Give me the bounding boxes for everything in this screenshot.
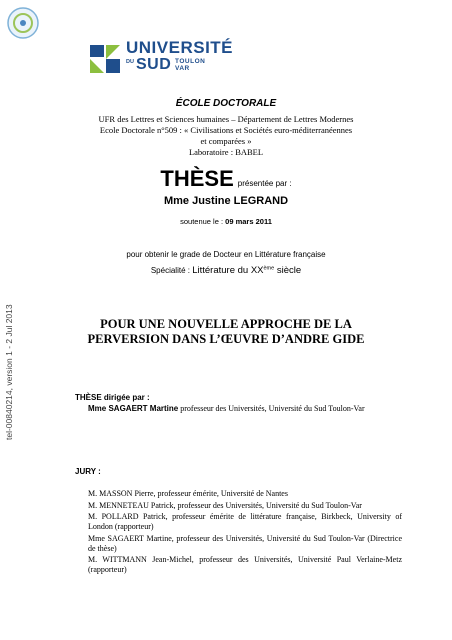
specialite-line [0, 265, 452, 276]
grade-line: pour obtenir le grade de Docteur en Littérature française [126, 250, 326, 259]
jury-label: JURY : [75, 467, 101, 476]
director-description: professeur des Universités, Université du Sud Toulon-Var [178, 404, 365, 413]
thesis-title-line: PERVERSION DANS L’ŒUVRE D’ANDRE GIDE [87, 332, 365, 346]
logo-sud-text: SUD [136, 56, 172, 73]
jury-member: M. POLLARD Patrick, professeur émérite de littérature française, Birkbeck, University of London (rapporteur) [88, 512, 402, 531]
ufr-line: et comparées » [200, 136, 252, 146]
specialite-sup: ème [263, 265, 275, 272]
jury-member: M. MASSON Pierre, professeur émérite, Université de Nantes [88, 489, 288, 498]
soutenue-line [0, 217, 452, 226]
specialite-label: Spécialité [150, 266, 186, 275]
specialite-colon: : [185, 266, 193, 275]
hal-identifier: tel-00840214, version 1 - 2 Jul 2013 [4, 304, 14, 440]
hal-logo [6, 6, 40, 40]
jury-member: Mme SAGAERT Martine, professeur des Universités, Université du Sud Toulon-Var (Directrice de thèse) [88, 533, 402, 553]
ufr-line: Ecole Doctorale n°509 : « Civilisations et Sociétés euro-méditerranéennes [99, 125, 353, 135]
jury-member: M. WITTMANN Jean-Michel, professeur des Universités, Université Paul Verlaine-Metz (rapporteur) [88, 555, 402, 574]
university-emblem-icon [88, 41, 122, 75]
ufr-line: UFR des Lettres et Sciences humaines – Département de Lettres Modernes [98, 114, 354, 124]
jury-member: M. MENNETEAU Patrick, professeur des Universités, Université du Sud Toulon-Var [88, 500, 362, 510]
logo-var-text: VAR [175, 65, 190, 72]
logo-toulon-var [175, 58, 205, 72]
director-name: Mme SAGAERT Martine [88, 404, 179, 413]
soutenue-label: soutenue le : [180, 217, 224, 226]
jury-list [88, 489, 402, 577]
specialite-value-end: siècle [274, 265, 302, 276]
ecole-doctorale-heading: ÉCOLE DOCTORALE [175, 98, 277, 109]
logo-universite-text: UNIVERSITÉ [126, 38, 234, 57]
logo-toulon-text: TOULON [175, 58, 206, 65]
direction-line [88, 404, 365, 413]
soutenue-date: 09 mars 2011 [225, 217, 272, 226]
thesis-title [0, 317, 452, 347]
ufr-block [0, 114, 452, 158]
university-logo [88, 38, 238, 75]
specialite-value: Littérature du XX [192, 265, 264, 276]
logo-du-text: DU [126, 59, 134, 65]
these-title: THÈSE [160, 166, 234, 191]
ufr-line: Laboratoire : BABEL [188, 147, 264, 157]
thesis-title-line: POUR UNE NOUVELLE APPROCHE DE LA [100, 317, 352, 331]
direction-label: THÈSE dirigée par : [75, 393, 150, 402]
author-name: Mme Justine LEGRAND [163, 195, 289, 207]
these-heading-row [0, 166, 452, 192]
presentee-par: présentée par : [237, 179, 292, 188]
